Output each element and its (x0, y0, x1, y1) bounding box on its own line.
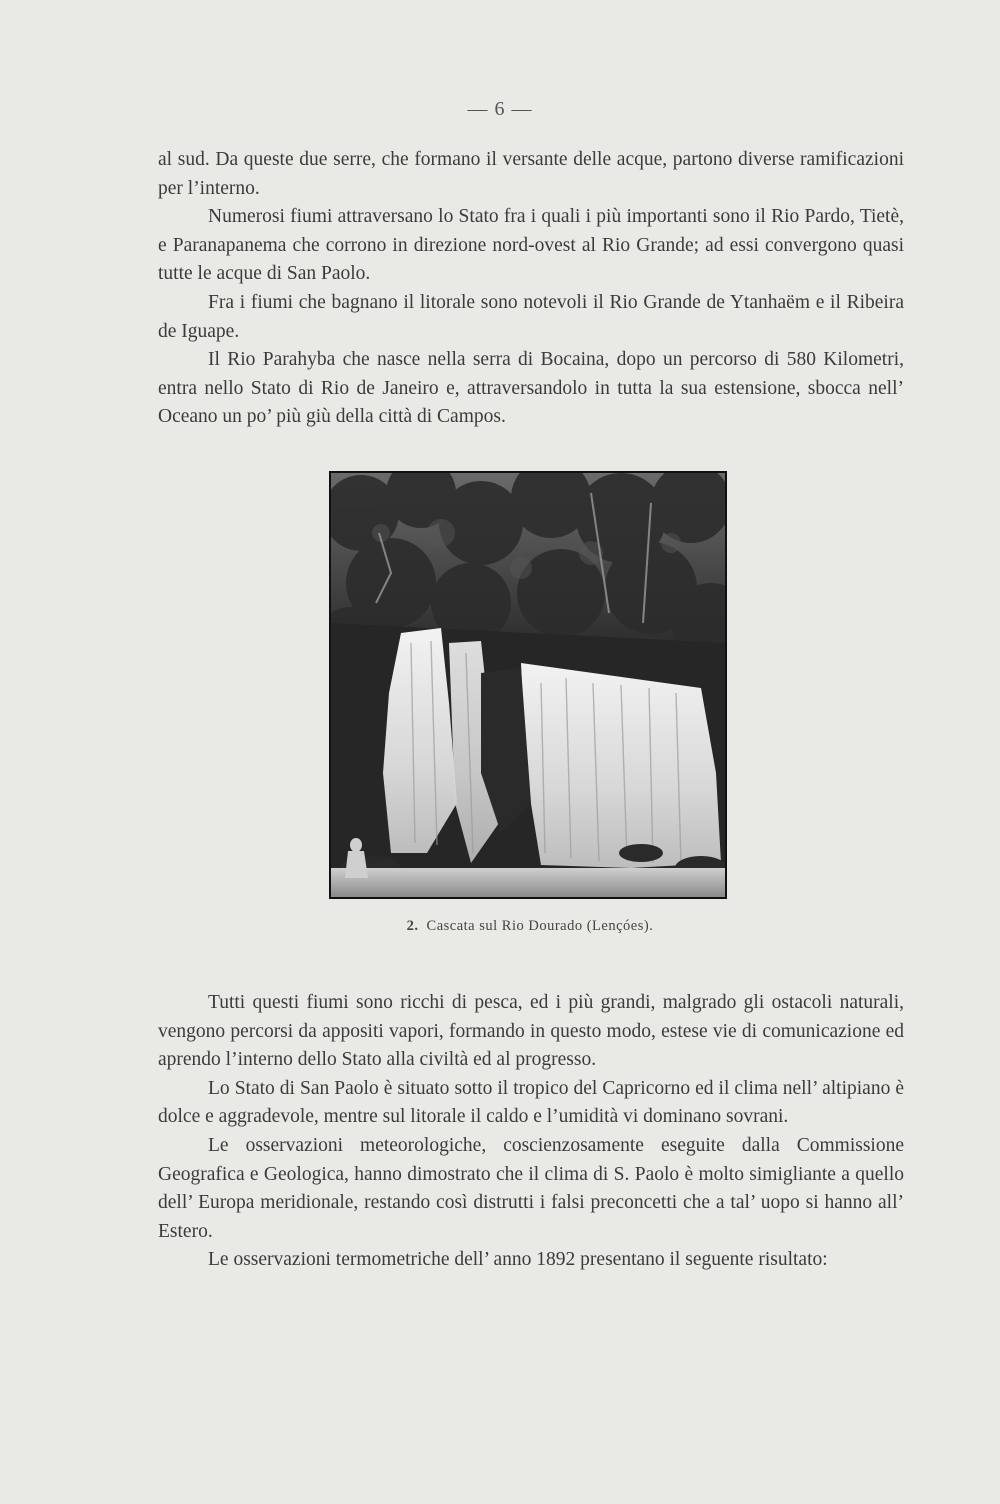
text-block-top (158, 146, 904, 432)
paragraph: Le osservazioni meteorologiche, coscienzosamente eseguite dalla Commissione Geografica e Geologica, hanno dimostrato che il clima di S. Paolo è molto simigliante a quello dell’ Europa meridionale, restando così distrutti i falsi preconcetti che a tal’ uopo si hanno all’ Estero. (158, 1134, 904, 1242)
paragraph: Il Rio Parahyba che nasce nella serra di Bocaina, dopo un percorso di 580 Kilometri, entra nello Stato di Rio de Janeiro e, attraversandolo in tutta la sua estensione, sbocca nell’ Oceano un po’ più giù della città di Campos. (158, 349, 904, 428)
paragraph: Tutti questi fiumi sono ricchi di pesca, ed i più grandi, malgrado gli ostacoli naturali, vengono percorsi da appositi vapori, formando in questo modo, estese vie di comunicazione ed aprendo l’interno dello Stato alla civiltà ed al progresso. (158, 992, 904, 1071)
figure-caption (0, 918, 1000, 935)
waterfall-illustration (331, 473, 725, 897)
figure-caption-text: Cascata sul Rio Dourado (Lençóes). (426, 918, 654, 934)
figure-number: 2. (406, 918, 419, 934)
paragraph: Numerosi fiumi attraversano lo Stato fra i quali i più importanti sono il Rio Pardo, Tietè, e Paranapanema che corrono in direzione nord-ovest al Rio Grande; ad essi convergono quasi tutte le acque di San Paolo. (158, 206, 904, 285)
waterfall-photograph (329, 471, 727, 899)
page-number: — 6 — (467, 98, 533, 120)
paragraph: Le osservazioni termometriche dell’ anno 1892 presentano il seguente risultato: (208, 1249, 828, 1271)
paragraph: Lo Stato di San Paolo è situato sotto il tropico del Capricorno ed il clima nell’ altipiano è dolce e aggradevole, mentre sul litorale il caldo e l’umidità vi dominano sovrani. (158, 1077, 904, 1128)
paragraph: al sud. Da queste due serre, che formano il versante delle acque, partono diverse ramificazioni per l’interno. (158, 149, 904, 199)
text-block-bottom (158, 989, 904, 1275)
paragraph: Fra i fiumi che bagnano il litorale sono notevoli il Rio Grande de Ytanhaëm e il Ribeira de Iguape. (158, 291, 904, 342)
